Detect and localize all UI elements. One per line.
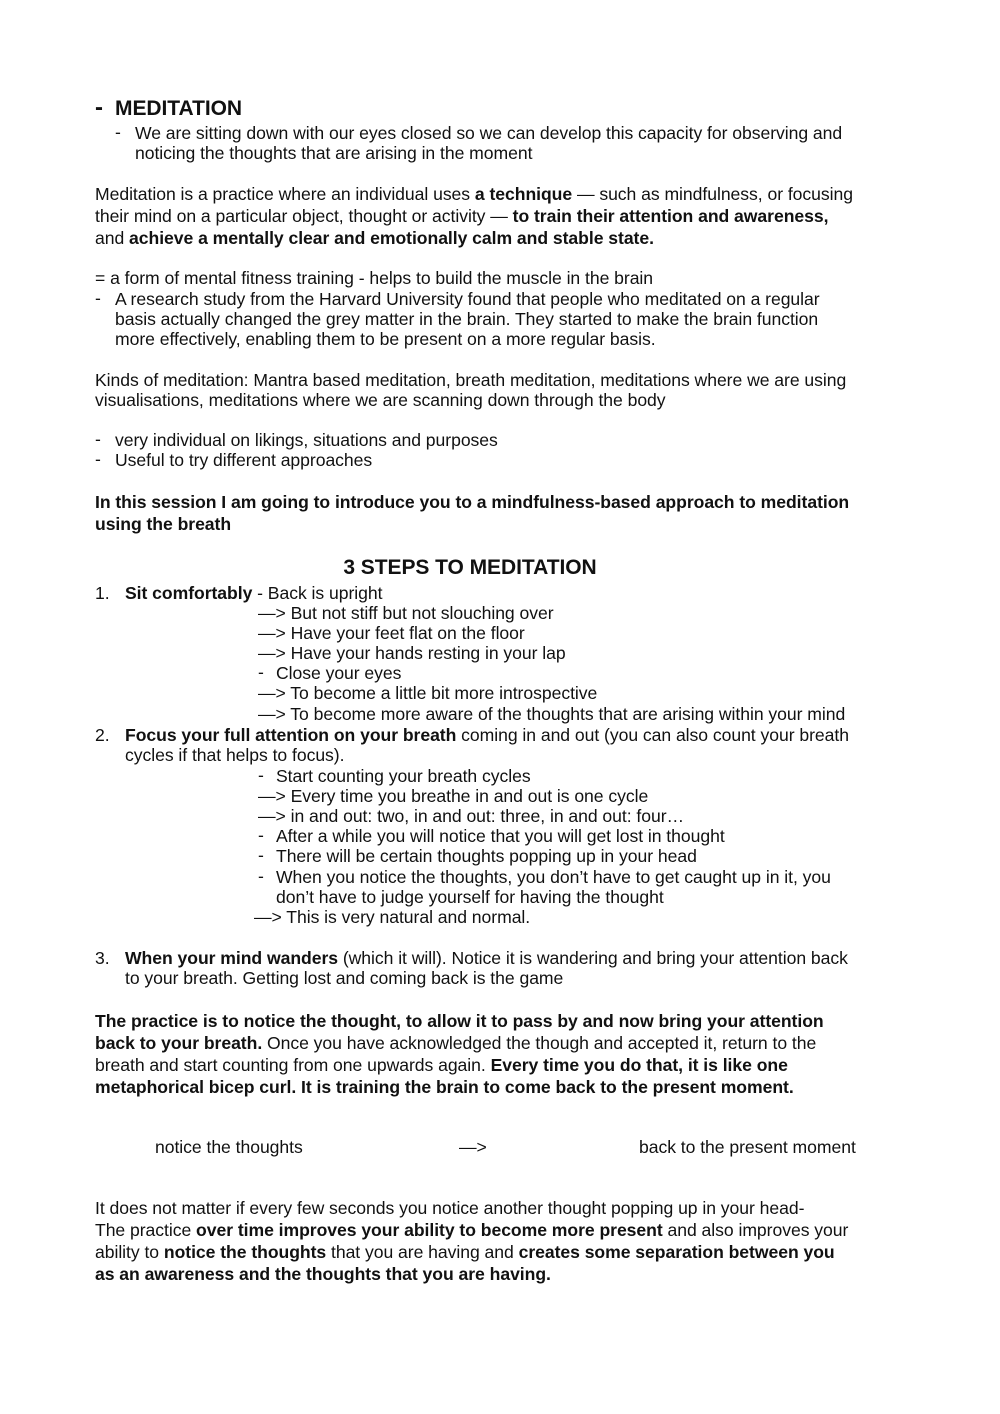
step2-line: cycles if that helps to focus). [125,745,345,765]
step1-item: —> But not stiff but not slouching over [258,603,554,623]
heading-bullet: - [95,94,103,121]
research-bullet: - [95,288,101,308]
step2-item: —> Every time you breathe in and out is one cycle [258,786,649,806]
step1-heading: Sit comfortably - Back is upright [125,583,383,603]
kinds-bullet: - [95,449,101,469]
closing-line: as an awareness and the thoughts that you are having. [95,1264,551,1284]
session-line: using the breath [95,514,232,534]
step1-item: —> To become a little bit more introspective [258,683,598,703]
step2-item: When you notice the thoughts, you don’t have to get caught up in it, you [276,867,831,887]
step1-item: —> To become more aware of the thoughts that are arising within your mind [258,704,846,724]
step2-item: —> This is very natural and normal. [254,907,531,927]
page-title: MEDITATION [115,97,243,120]
kinds-line: visualisations, meditations where we are scanning down through the body [95,390,666,410]
step2-heading: Focus your full attention on your breath coming in and out (you can also count your breath [125,725,849,745]
step1-item: Close your eyes [276,663,402,683]
step2-item: There will be certain thoughts popping up in your head [276,846,697,866]
session-line: In this session I am going to introduce you to a mindfulness-based approach to meditation [95,492,850,512]
kinds-bullet-text: Useful to try different approaches [115,450,373,470]
step2-dash: - [258,825,264,845]
practice-line: breath and start counting from one upwards again. Every time you do that, it is like one [95,1055,788,1075]
flow-arrow: —> [459,1137,487,1157]
step1-item: —> Have your feet flat on the floor [258,623,525,643]
intro-bullet: - [115,122,121,142]
step2-item: don’t have to judge yourself for having the thought [276,887,664,907]
practice-line: The practice is to notice the thought, to allow it to pass by and now bring your attention [95,1011,824,1031]
research-line: more effectively, enabling them to be present on a more regular basis. [115,329,656,349]
flow-left: notice the thoughts [155,1137,303,1157]
kinds-line: Kinds of meditation: Mantra based meditation, breath meditation, meditations where we are using [95,370,847,390]
steps-title: 3 STEPS TO MEDITATION [343,556,597,579]
step-number: 1. [95,583,110,603]
closing-line: It does not matter if every few seconds you notice another thought popping up in your head- [95,1198,805,1218]
fitness-line: = a form of mental fitness training - helps to build the muscle in the brain [95,268,654,288]
step2-dash: - [258,765,264,785]
definition-line: and achieve a mentally clear and emotionally calm and stable state. [95,228,654,248]
practice-line: back to your breath. Once you have acknowledged the though and accepted it, return to the [95,1033,817,1053]
research-line: basis actually changed the grey matter in the brain. They started to make the brain function [115,309,819,329]
step3-heading: When your mind wanders (which it will). Notice it is wandering and bring your attention back [125,948,848,968]
step1-dash: - [258,662,264,682]
step-number: 3. [95,948,110,968]
step1-item: —> Have your hands resting in your lap [258,643,566,663]
step2-dash: - [258,845,264,865]
step3-line: to your breath. Getting lost and coming back is the game [125,968,564,988]
research-line: A research study from the Harvard University found that people who meditated on a regular [115,289,820,309]
kinds-bullet-text: very individual on likings, situations and purposes [115,430,498,450]
intro-line: noticing the thoughts that are arising in the moment [135,143,533,163]
step2-item: —> in and out: two, in and out: three, in and out: four… [258,806,685,826]
step2-dash: - [258,866,264,886]
step-number: 2. [95,725,110,745]
step2-item: After a while you will notice that you will get lost in thought [276,826,725,846]
definition-line: their mind on a particular object, thought or activity — to train their attention and awareness, [95,206,829,226]
definition-line: Meditation is a practice where an individual uses a technique — such as mindfulness, or focusing [95,184,853,204]
closing-line: ability to notice the thoughts that you are having and creates some separation between you [95,1242,835,1262]
kinds-bullet: - [95,429,101,449]
flow-right: back to the present moment [639,1137,856,1157]
practice-line: metaphorical bicep curl. It is training the brain to come back to the present moment. [95,1077,794,1097]
closing-line: The practice over time improves your ability to become more present and also improves your [95,1220,849,1240]
intro-line: We are sitting down with our eyes closed so we can develop this capacity for observing and [135,123,843,143]
step2-item: Start counting your breath cycles [276,766,531,786]
